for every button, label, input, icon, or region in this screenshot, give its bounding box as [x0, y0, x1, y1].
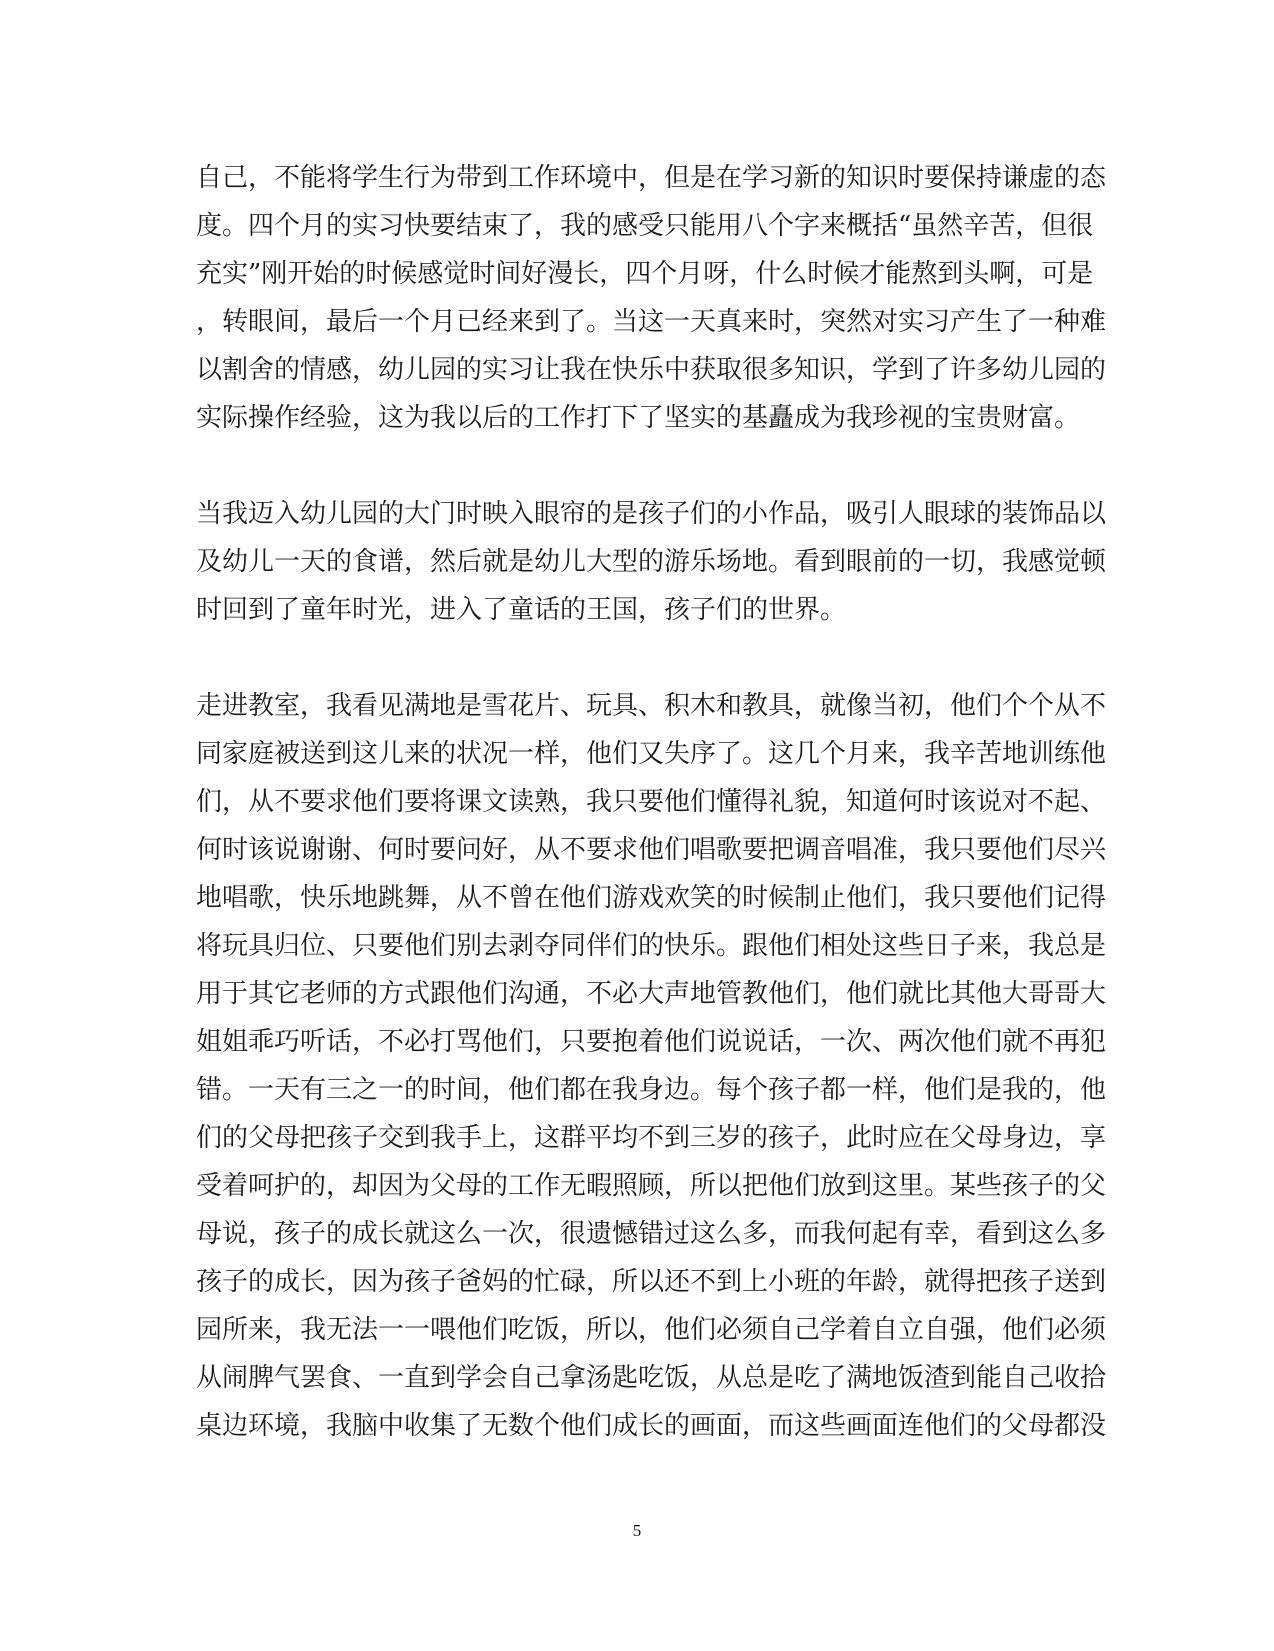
text-line: 及幼儿一天的食谱，然后就是幼儿大型的游乐场地。看到眼前的一切，我感觉顿: [196, 547, 1107, 577]
text-line: ，转眼间，最后一个月已经来到了。当这一天真来时，突然对实习产生了一种难: [196, 307, 1107, 337]
text-line: 度。四个月的实习快要结束了，我的感受只能用八个字来概括“虽然辛苦，但很: [196, 211, 1094, 241]
text-line: 母说，孩子的成长就这么一次，很遗憾错过这么多，而我何起有幸，看到这么多: [196, 1219, 1107, 1249]
text-line: 以割舍的情感，幼儿园的实习让我在快乐中获取很多知识，学到了许多幼儿园的: [196, 355, 1107, 385]
text-line: 孩子的成长，因为孩子爸妈的忙碌，所以还不到上小班的年龄，就得把孩子送到: [196, 1267, 1107, 1297]
body-text: [196, 154, 1107, 1450]
text-line: 地唱歌，快乐地跳舞，从不曾在他们游戏欢笑的时候制止他们，我只要他们记得: [196, 883, 1107, 913]
paragraph: [196, 490, 1107, 634]
text-line: 将玩具归位、只要他们别去剥夺同伴们的快乐。跟他们相处这些日子来，我总是: [196, 931, 1107, 961]
text-line: 姐姐乖巧听话，不必打骂他们，只要抱着他们说说话，一次、两次他们就不再犯: [196, 1027, 1107, 1057]
text-line: 当我迈入幼儿园的大门时映入眼帘的是孩子们的小作品，吸引人眼球的装饰品以: [196, 499, 1107, 529]
paragraph-gap: [196, 634, 1076, 682]
paragraph: [196, 682, 1107, 1450]
text-line: 何时该说谢谢、何时要问好，从不要求他们唱歌要把调音唱准，我只要他们尽兴: [196, 835, 1107, 865]
text-line: 受着呵护的，却因为父母的工作无暇照顾，所以把他们放到这里。某些孩子的父: [196, 1171, 1107, 1201]
text-line: 用于其它老师的方式跟他们沟通，不必大声地管教他们，他们就比其他大哥哥大: [196, 979, 1107, 1009]
text-line: 错。一天有三之一的时间，他们都在我身边。每个孩子都一样，他们是我的，他: [196, 1075, 1107, 1105]
text-line: 园所来，我无法一一喂他们吃饭，所以，他们必须自己学着自立自强，他们必须: [196, 1315, 1107, 1345]
paragraph-gap: [196, 442, 1076, 490]
text-line: 桌边环境，我脑中收集了无数个他们成长的画面，而这些画面连他们的父母都没: [196, 1411, 1107, 1441]
text-line: 实际操作经验，这为我以后的工作打下了坚实的基矗成为我珍视的宝贵财富。: [196, 403, 1081, 433]
paragraph: [196, 154, 1107, 442]
text-line: 们，从不要求他们要将课文读熟，我只要他们懂得礼貌，知道何时该说对不起、: [196, 787, 1107, 817]
text-line: 充实”刚开始的时候感觉时间好漫长，四个月呀，什么时候才能熬到头啊，可是: [196, 259, 1094, 289]
text-line: 们的父母把孩子交到我手上，这群平均不到三岁的孩子，此时应在父母身边，享: [196, 1123, 1107, 1153]
text-line: 自己，不能将学生行为带到工作环境中，但是在学习新的知识时要保持谦虚的态: [196, 163, 1107, 193]
page-number: 5: [632, 1521, 642, 1540]
text-line: 同家庭被送到这儿来的状况一样，他们又失序了。这几个月来，我辛苦地训练他: [196, 739, 1107, 769]
text-line: 走进教室，我看见满地是雪花片、玩具、积木和教具，就像当初，他们个个从不: [196, 691, 1107, 721]
text-line: 时回到了童年时光，进入了童话的王国，孩子们的世界。: [196, 595, 847, 625]
text-line: 从闹脾气罢食、一直到学会自己拿汤匙吃饭，从总是吃了满地饭渣到能自己收拾: [196, 1363, 1107, 1393]
